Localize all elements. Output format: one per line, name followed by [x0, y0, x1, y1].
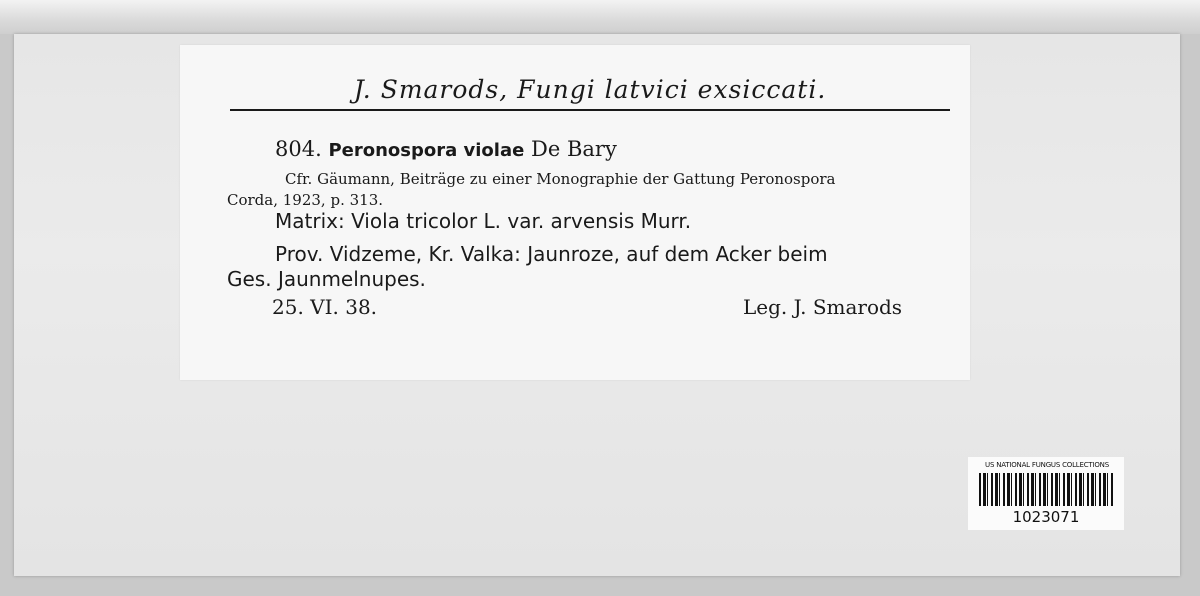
barcode-icon [979, 473, 1113, 506]
species-author: De Bary [531, 137, 617, 161]
top-edge [0, 0, 1200, 34]
label-header: J. Smarods, Fungi latvici exsiccati. [353, 75, 827, 104]
locality-line-2: Ges. Jaunmelnupes. [227, 267, 426, 291]
citation-line-2: Corda, 1923, p. 313. [227, 191, 384, 209]
collector: Leg. J. Smarods [743, 295, 903, 319]
specimen-label [180, 45, 970, 380]
barcode-label [968, 457, 1124, 530]
barcode-title: US NATIONAL FUNGUS COLLECTIONS [985, 461, 1109, 469]
specimen-line [275, 137, 617, 161]
species-name: Peronospora violae [328, 140, 525, 161]
specimen-number: 804. [275, 137, 322, 161]
citation-line-1: Cfr. Gäumann, Beiträge zu einer Monographie der Gattung Peronospora [285, 170, 836, 188]
collection-date: 25. VI. 38. [272, 295, 378, 319]
locality-line-1: Prov. Vidzeme, Kr. Valka: Jaunroze, auf dem Acker beim [275, 242, 828, 266]
barcode-number: 1023071 [1012, 508, 1080, 526]
header-rule [230, 109, 950, 111]
matrix-line: Matrix: Viola tricolor L. var. arvensis Murr. [275, 209, 692, 233]
